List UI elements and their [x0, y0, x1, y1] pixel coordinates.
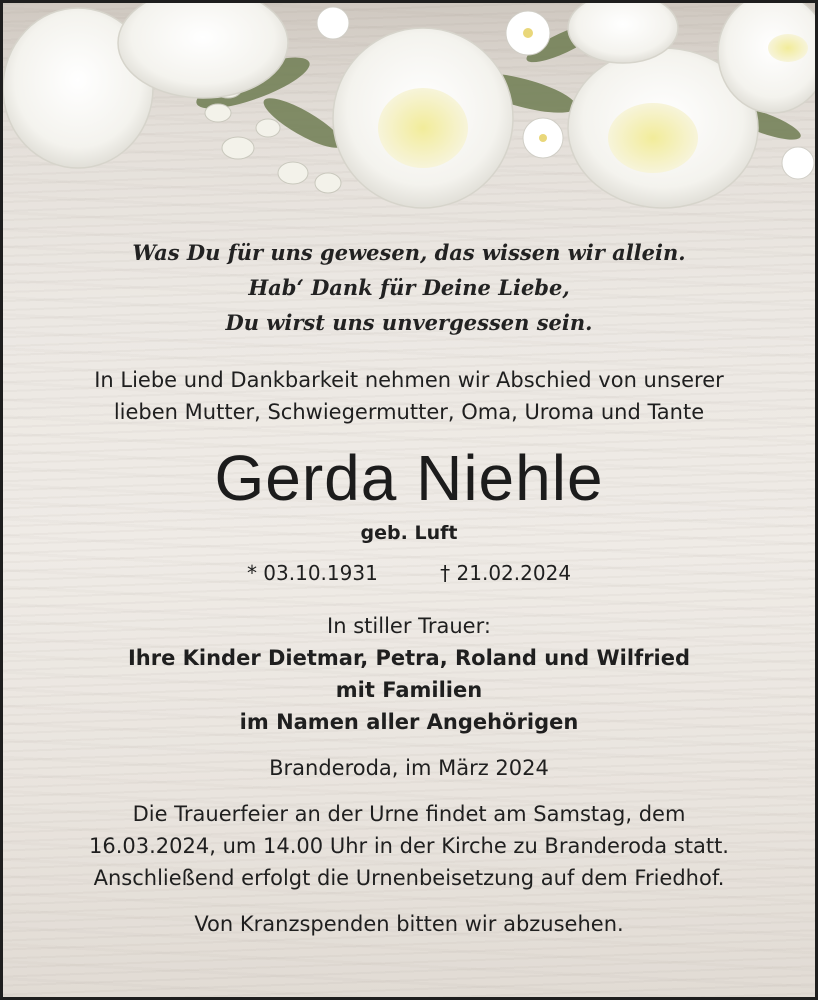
- intro-line: In Liebe und Dankbarkeit nehmen wir Abschied von unserer: [94, 368, 724, 392]
- closing-note: Von Kranzspenden bitten wir abzusehen.: [194, 912, 624, 936]
- maiden-name: geb. Luft: [360, 522, 458, 544]
- deceased-name: Gerda Niehle: [214, 442, 604, 514]
- birth-date: * 03.10.1931: [246, 561, 378, 585]
- life-dates: [3, 558, 815, 588]
- mourning-label: In stiller Trauer:: [327, 614, 491, 638]
- intro-line: lieben Mutter, Schwiegermutter, Oma, Uroma und Tante: [113, 400, 705, 424]
- poem: [3, 235, 815, 340]
- service-line: 16.03.2024, um 14.00 Uhr in der Kirche zu Branderoda statt.: [89, 834, 729, 858]
- place-date: Branderoda, im März 2024: [269, 756, 549, 780]
- mourner-line: mit Familien: [335, 678, 483, 702]
- service-line: Die Trauerfeier an der Urne findet am Samstag, dem: [132, 802, 686, 826]
- mourner-line: Ihre Kinder Dietmar, Petra, Roland und Wilfried: [127, 646, 691, 670]
- white-tulips-image: [3, 3, 815, 223]
- obituary-text: [3, 235, 815, 940]
- poem-line: Du wirst uns unvergessen sein.: [225, 310, 593, 335]
- poem-line: Was Du für uns gewesen, das wissen wir allein.: [132, 240, 686, 265]
- intro-text: [3, 364, 815, 428]
- mourner-line: im Namen aller Angehörigen: [239, 710, 579, 734]
- mourners: [3, 642, 815, 738]
- poem-line: Hab‘ Dank für Deine Liebe,: [248, 275, 570, 300]
- service-line: Anschließend erfolgt die Urnenbeisetzung auf dem Friedhof.: [93, 866, 725, 890]
- death-date: † 21.02.2024: [440, 561, 572, 585]
- service-info: [3, 798, 815, 894]
- tulips: [3, 3, 815, 208]
